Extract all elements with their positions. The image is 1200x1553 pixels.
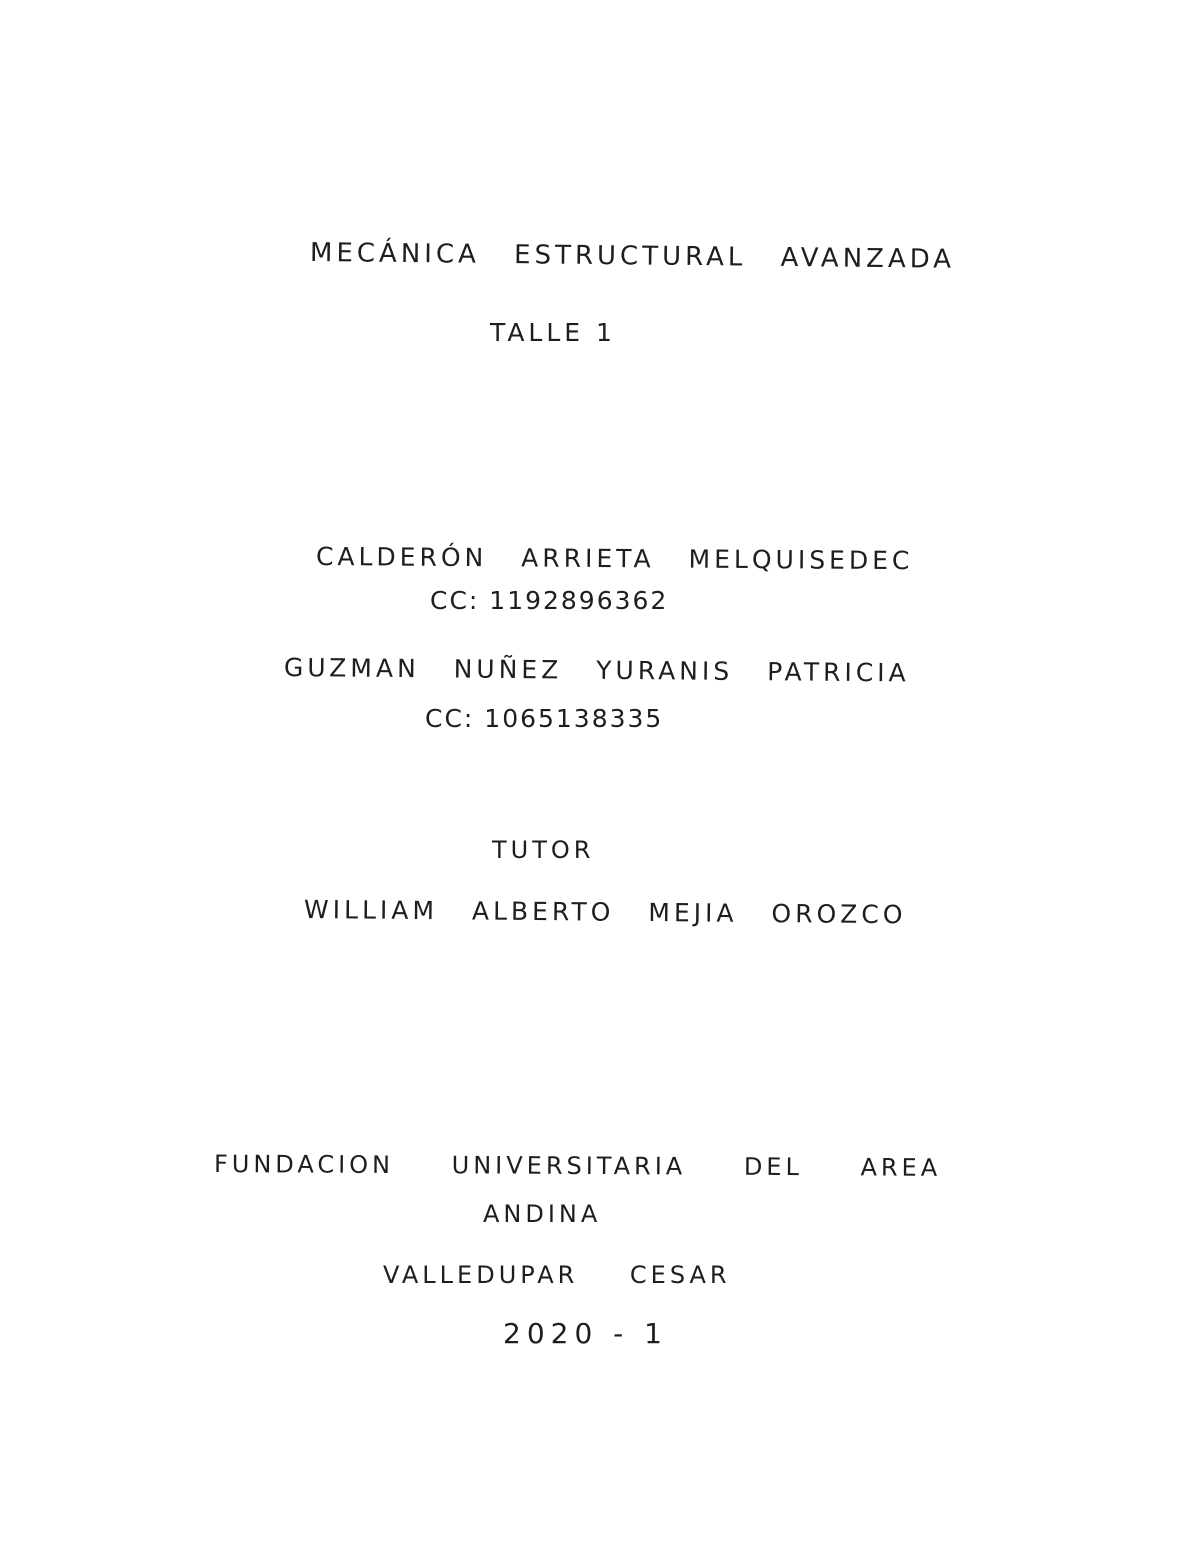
assignment-title: TALLE 1 (490, 318, 616, 347)
course-title: MECÁNICA ESTRUCTURAL AVANZADA (309, 238, 956, 275)
institution-line-1: FUNDACION UNIVERSITARIA DEL AREA (213, 1150, 942, 1182)
tutor-name: WILLIAM ALBERTO MEJIA OROZCO (303, 895, 907, 930)
student-2-name: GUZMAN NUÑEZ YURANIS PATRICIA (283, 653, 910, 688)
city: VALLEDUPAR CESAR (383, 1261, 731, 1289)
student-2-id: CC: 1065138335 (425, 704, 664, 733)
tutor-label: TUTOR (492, 836, 595, 864)
student-1-name: CALDERÓN ARRIETA MELQUISEDEC (315, 542, 914, 576)
academic-period: 2020 - 1 (503, 1317, 668, 1350)
institution-line-2: ANDINA (483, 1200, 602, 1228)
student-1-id: CC: 1192896362 (430, 586, 669, 615)
